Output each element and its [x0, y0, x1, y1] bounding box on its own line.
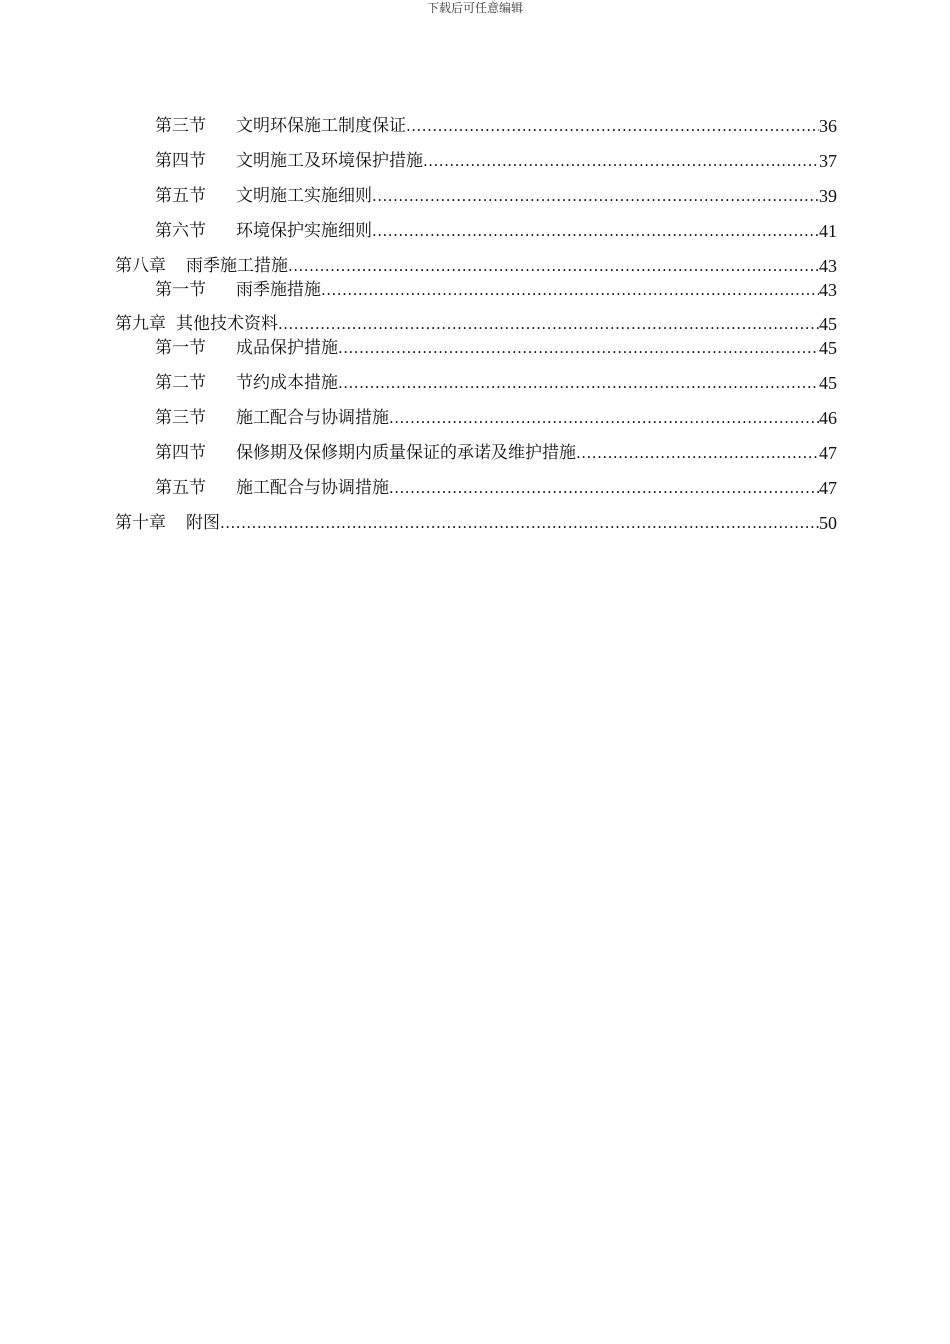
toc-entry-title: 文明施工及环境保护措施 [236, 151, 423, 171]
toc-page-number: 37 [819, 151, 837, 171]
toc-entry-chapter[interactable] [115, 510, 837, 534]
toc-page-number: 43 [819, 280, 837, 300]
toc-leader-dots [406, 115, 819, 137]
toc-entry-title: 雨季施措施 [236, 280, 321, 300]
toc-page-number: 43 [819, 256, 837, 276]
toc-leader-dots [288, 255, 819, 277]
toc-page-number: 45 [819, 373, 837, 393]
toc-entry-section[interactable] [155, 440, 837, 464]
toc-page-number: 45 [819, 314, 837, 334]
toc-entry-title: 施工配合与协调措施 [236, 478, 389, 498]
toc-entry-section[interactable] [155, 148, 837, 172]
toc-entry-section[interactable] [155, 405, 837, 429]
toc-entry-title: 雨季施工措施 [186, 256, 288, 276]
toc-entry-chapter[interactable] [115, 253, 837, 277]
toc-entry-section[interactable] [155, 277, 837, 301]
toc-entry-title: 文明环保施工制度保证 [236, 116, 406, 136]
toc-entry-title: 施工配合与协调措施 [236, 408, 389, 428]
toc-entry-number: 第三节 [155, 116, 206, 136]
toc-page-number: 46 [819, 408, 837, 428]
toc-page-number: 45 [819, 338, 837, 358]
toc-leader-dots [338, 372, 819, 394]
toc-leader-dots [389, 477, 819, 499]
toc-entry-number: 第八章 [115, 256, 166, 276]
toc-entry-number: 第六节 [155, 221, 206, 241]
toc-entry-title: 附图 [186, 513, 220, 533]
toc-entry-number: 第三节 [155, 408, 206, 428]
toc-leader-dots [576, 442, 819, 464]
toc-entry-number: 第十章 [115, 513, 166, 533]
toc-leader-dots [338, 337, 819, 359]
toc-entry-title: 环境保护实施细则 [236, 221, 372, 241]
toc-entry-section[interactable] [155, 475, 837, 499]
page-header: 下载后可任意编辑 [426, 1, 523, 15]
toc-entry-chapter[interactable] [115, 311, 837, 335]
toc-leader-dots [278, 313, 819, 335]
toc-entry-section[interactable] [155, 183, 837, 207]
toc-entry-number: 第四节 [155, 151, 206, 171]
toc-entry-number: 第二节 [155, 373, 206, 393]
toc-entry-title: 保修期及保修期内质量保证的承诺及维护措施 [236, 443, 576, 463]
toc-entry-number: 第五节 [155, 478, 206, 498]
toc-entry-number: 第四节 [155, 443, 206, 463]
toc-entry-number: 第九章 [115, 314, 166, 334]
toc-page-number: 47 [819, 478, 837, 498]
toc-entry-section[interactable] [155, 113, 837, 137]
toc-entry-section[interactable] [155, 370, 837, 394]
toc-entry-section[interactable] [155, 218, 837, 242]
toc-leader-dots [372, 220, 819, 242]
toc-page-number: 47 [819, 443, 837, 463]
toc-leader-dots [372, 185, 819, 207]
toc-entry-title: 成品保护措施 [236, 338, 338, 358]
toc-page-number: 50 [819, 513, 837, 533]
toc-entry-number: 第五节 [155, 186, 206, 206]
toc-entry-title: 其他技术资料 [176, 314, 278, 334]
toc-entry-number: 第一节 [155, 338, 206, 358]
toc-entry-title: 节约成本措施 [236, 373, 338, 393]
toc-page-number: 41 [819, 221, 837, 241]
toc-page-number: 39 [819, 186, 837, 206]
toc-leader-dots [423, 150, 819, 172]
toc-page-number: 36 [819, 116, 837, 136]
toc-leader-dots [389, 407, 819, 429]
toc-entry-number: 第一节 [155, 280, 206, 300]
toc-entry-section[interactable] [155, 335, 837, 359]
toc-leader-dots [321, 279, 819, 301]
toc-leader-dots [220, 512, 819, 534]
toc-entry-title: 文明施工实施细则 [236, 186, 372, 206]
